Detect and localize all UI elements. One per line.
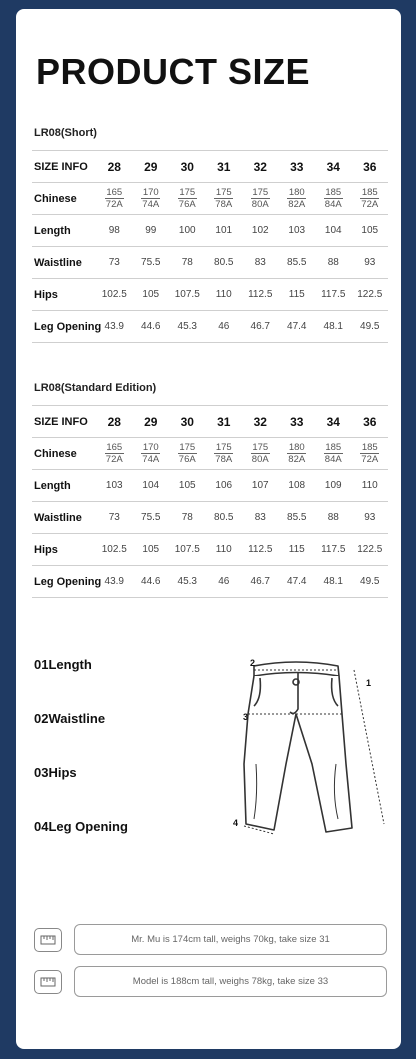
table-cell: 78 <box>169 247 206 279</box>
height-value: 180 <box>288 187 305 198</box>
chinese-size-cell <box>279 183 316 215</box>
model-note-2 <box>34 966 386 998</box>
chinese-size-cell <box>242 438 279 470</box>
table-cell: 102.5 <box>96 279 133 311</box>
page-title: PRODUCT SIZE <box>36 51 311 92</box>
table-cell: 85.5 <box>279 502 316 534</box>
chinese-size-cell <box>96 183 133 215</box>
chinese-size-cell <box>242 183 279 215</box>
height-value: 165 <box>106 442 123 453</box>
table-cell: 117.5 <box>315 279 352 311</box>
diagram-label-2: 2 <box>250 658 256 668</box>
chinese-size-cell <box>315 183 352 215</box>
table-cell: 102 <box>242 215 279 247</box>
table-cell: 49.5 <box>352 566 389 598</box>
table-cell: 112.5 <box>242 279 279 311</box>
height-value: 185 <box>361 187 378 198</box>
table-cell: 105 <box>169 470 206 502</box>
waist-code-value: 74A <box>142 199 160 210</box>
size-table-standard <box>32 405 388 598</box>
table-row <box>32 279 388 311</box>
diagram-label-3: 3 <box>243 712 249 722</box>
height-value: 170 <box>142 187 159 198</box>
chinese-size-cell <box>352 438 389 470</box>
row-label: Chinese <box>32 438 96 470</box>
table-cell: 104 <box>133 470 170 502</box>
table-cell: 106 <box>206 470 243 502</box>
chinese-size-cell <box>315 438 352 470</box>
table-cell: 46.7 <box>242 566 279 598</box>
table-cell: 115 <box>279 534 316 566</box>
size-column-header: 29 <box>133 151 170 183</box>
waist-code-value: 82A <box>288 199 306 210</box>
size-column-header: 34 <box>315 406 352 438</box>
chinese-size-cell <box>133 183 170 215</box>
waist-code-value: 72A <box>361 454 379 465</box>
row-label: Waistline <box>32 247 96 279</box>
table-cell: 46 <box>206 566 243 598</box>
height-value: 175 <box>252 187 269 198</box>
table-cell: 80.5 <box>206 502 243 534</box>
size-column-header: 29 <box>133 406 170 438</box>
table-cell: 47.4 <box>279 566 316 598</box>
table-cell: 98 <box>96 215 133 247</box>
row-label: Waistline <box>32 502 96 534</box>
waist-code-value: 80A <box>251 199 269 210</box>
measure-leg-opening-label: 04Leg Opening <box>34 819 128 834</box>
table-cell: 110 <box>206 279 243 311</box>
waist-code-value: 82A <box>288 454 306 465</box>
table-cell: 88 <box>315 247 352 279</box>
height-value: 180 <box>288 442 305 453</box>
size-column-header: 32 <box>242 406 279 438</box>
table-cell: 43.9 <box>96 566 133 598</box>
table-cell: 44.6 <box>133 566 170 598</box>
chinese-size-cell <box>169 438 206 470</box>
model-note-text: Model is 188cm tall, weighs 78kg, take size 33 <box>74 966 387 997</box>
size-info-header: SIZE INFO <box>32 406 96 438</box>
waist-code-value: 84A <box>324 199 342 210</box>
table-cell: 80.5 <box>206 247 243 279</box>
table-cell: 107.5 <box>169 279 206 311</box>
table-cell: 99 <box>133 215 170 247</box>
table-cell: 117.5 <box>315 534 352 566</box>
table-row <box>32 534 388 566</box>
height-value: 170 <box>142 442 159 453</box>
table-cell: 107.5 <box>169 534 206 566</box>
row-label: Leg Opening <box>32 566 96 598</box>
table-title-short: LR08(Short) <box>34 127 97 139</box>
table-cell: 78 <box>169 502 206 534</box>
table-cell: 73 <box>96 502 133 534</box>
table-cell: 105 <box>133 279 170 311</box>
size-table-short <box>32 150 388 343</box>
height-value: 165 <box>106 187 123 198</box>
table-cell: 85.5 <box>279 247 316 279</box>
table-row <box>32 311 388 343</box>
waist-code-value: 84A <box>324 454 342 465</box>
size-column-header: 36 <box>352 151 389 183</box>
table-cell: 75.5 <box>133 502 170 534</box>
chinese-size-cell <box>133 438 170 470</box>
model-note-1 <box>34 924 386 956</box>
ruler-icon <box>34 928 62 952</box>
table-cell: 48.1 <box>315 566 352 598</box>
table-row <box>32 470 388 502</box>
row-label: Hips <box>32 534 96 566</box>
chinese-size-cell <box>279 438 316 470</box>
size-column-header: 31 <box>206 151 243 183</box>
size-column-header: 28 <box>96 406 133 438</box>
model-note-text: Mr. Mu is 174cm tall, weighs 70kg, take size 31 <box>74 924 387 955</box>
height-value: 175 <box>215 442 232 453</box>
table-row <box>32 247 388 279</box>
table-cell: 105 <box>352 215 389 247</box>
table-header-row <box>32 406 388 438</box>
chinese-size-cell <box>169 183 206 215</box>
size-info-header: SIZE INFO <box>32 151 96 183</box>
table-cell: 122.5 <box>352 279 389 311</box>
table-row <box>32 566 388 598</box>
measure-length-label: 01Length <box>34 657 92 672</box>
table-cell: 48.1 <box>315 311 352 343</box>
table-cell: 93 <box>352 502 389 534</box>
chinese-size-cell <box>352 183 389 215</box>
waist-code-value: 76A <box>178 199 196 210</box>
table-cell: 46 <box>206 311 243 343</box>
height-value: 175 <box>179 442 196 453</box>
table-cell: 83 <box>242 247 279 279</box>
table-row <box>32 215 388 247</box>
row-label: Length <box>32 470 96 502</box>
waist-code-value: 80A <box>251 454 269 465</box>
table-cell: 46.7 <box>242 311 279 343</box>
table-cell: 73 <box>96 247 133 279</box>
table-cell: 102.5 <box>96 534 133 566</box>
table-cell: 107 <box>242 470 279 502</box>
table-cell: 122.5 <box>352 534 389 566</box>
table-cell: 44.6 <box>133 311 170 343</box>
size-column-header: 33 <box>279 151 316 183</box>
table-cell: 45.3 <box>169 566 206 598</box>
waist-code-value: 72A <box>361 199 379 210</box>
table-cell: 108 <box>279 470 316 502</box>
waist-code-value: 72A <box>105 199 123 210</box>
waist-code-value: 78A <box>215 199 233 210</box>
waist-code-value: 76A <box>178 454 196 465</box>
chinese-size-cell <box>206 438 243 470</box>
table-cell: 49.5 <box>352 311 389 343</box>
row-label: Length <box>32 215 96 247</box>
size-column-header: 36 <box>352 406 389 438</box>
table-row <box>32 438 388 470</box>
size-column-header: 32 <box>242 151 279 183</box>
height-value: 175 <box>179 187 196 198</box>
chinese-size-cell <box>96 438 133 470</box>
table-cell: 110 <box>206 534 243 566</box>
table-cell: 75.5 <box>133 247 170 279</box>
waist-code-value: 74A <box>142 454 160 465</box>
size-column-header: 30 <box>169 151 206 183</box>
diagram-label-4: 4 <box>233 818 239 828</box>
size-column-header: 30 <box>169 406 206 438</box>
table-title-standard: LR08(Standard Edition) <box>34 382 157 394</box>
table-cell: 103 <box>279 215 316 247</box>
row-label: Leg Opening <box>32 311 96 343</box>
table-cell: 101 <box>206 215 243 247</box>
row-label: Chinese <box>32 183 96 215</box>
height-value: 185 <box>325 187 342 198</box>
table-row <box>32 183 388 215</box>
diagram-label-1: 1 <box>366 678 372 688</box>
table-cell: 43.9 <box>96 311 133 343</box>
size-column-header: 34 <box>315 151 352 183</box>
size-column-header: 31 <box>206 406 243 438</box>
table-cell: 112.5 <box>242 534 279 566</box>
table-cell: 47.4 <box>279 311 316 343</box>
table-header-row <box>32 151 388 183</box>
height-value: 175 <box>215 187 232 198</box>
table-cell: 83 <box>242 502 279 534</box>
measure-hips-label: 03Hips <box>34 765 77 780</box>
waist-code-value: 78A <box>215 454 233 465</box>
size-column-header: 33 <box>279 406 316 438</box>
size-column-header: 28 <box>96 151 133 183</box>
table-cell: 103 <box>96 470 133 502</box>
size-chart-card <box>16 9 401 1049</box>
table-cell: 104 <box>315 215 352 247</box>
table-cell: 100 <box>169 215 206 247</box>
table-cell: 105 <box>133 534 170 566</box>
ruler-icon <box>34 970 62 994</box>
height-value: 175 <box>252 442 269 453</box>
measure-waistline-label: 02Waistline <box>34 711 106 726</box>
table-cell: 115 <box>279 279 316 311</box>
table-row <box>32 502 388 534</box>
waist-code-value: 72A <box>105 454 123 465</box>
height-value: 185 <box>361 442 378 453</box>
row-label: Hips <box>32 279 96 311</box>
table-cell: 93 <box>352 247 389 279</box>
table-cell: 110 <box>352 470 389 502</box>
pants-measurement-diagram <box>226 654 396 849</box>
height-value: 185 <box>325 442 342 453</box>
table-cell: 88 <box>315 502 352 534</box>
table-cell: 109 <box>315 470 352 502</box>
table-cell: 45.3 <box>169 311 206 343</box>
chinese-size-cell <box>206 183 243 215</box>
